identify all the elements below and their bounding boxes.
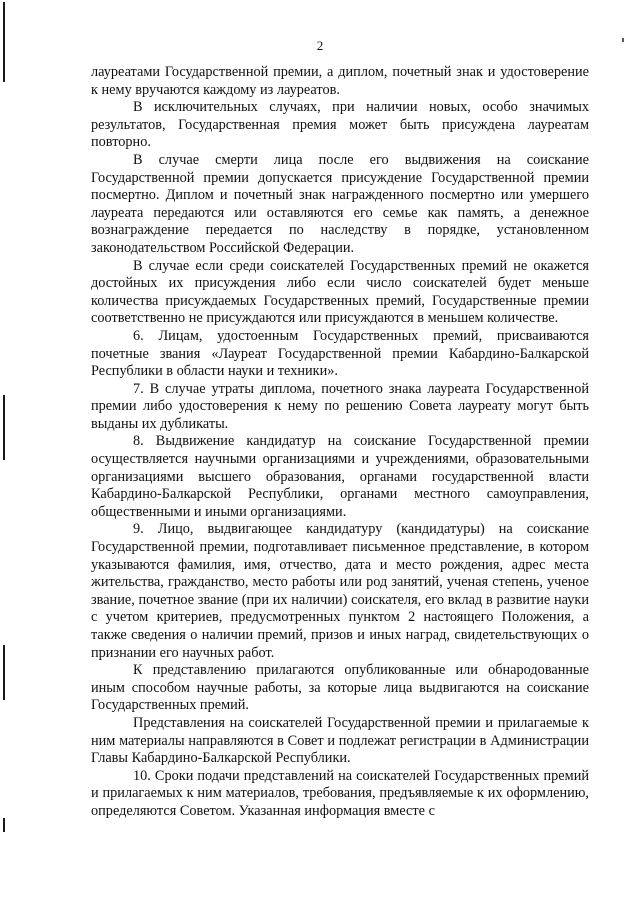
paragraph-item-8: 8. Выдвижение кандидатур на соискание Государственной премии осуществляется научными организациями и учреждениями, образовательными организациями высшего образования, органами государственной власти Кабардино-Балкарской Республики, органами местного самоуправления, общественными и иными организациями. <box>91 433 589 520</box>
scan-edge-mark <box>3 2 5 82</box>
scan-edge-mark <box>3 395 5 460</box>
paragraph-posthumous-award: В случае смерти лица после его выдвижения на соискание Государственной премии допускается присуждение Государственной премии посмертно. Диплом и почетный знак награжденного посмертно или умершего лауреата передаются или оставляются его семье как память, а денежное вознаграждение передается по наследству в порядке, установленном законодательством Российской Федерации. <box>91 151 589 256</box>
document-body <box>91 64 589 821</box>
scan-edge-mark <box>3 818 5 832</box>
paragraph-no-worthy-candidates: В случае если среди соискателей Государственных премий не окажется достойных их присуждения либо если число соискателей будет меньше количества присуждаемых Государственных премий, Государственные премии соответственно не присуждаются или присуждаются в меньшем количестве. <box>91 257 589 327</box>
scan-speck <box>622 38 624 42</box>
paragraph-item-10: 10. Сроки подачи представлений на соискателей Государственных премий и прилагаемых к ним материалов, требования, предъявляемые к их оформлению, определяются Советом. Указанная информация вместе с <box>91 767 589 819</box>
paragraph-attachments: К представлению прилагаются опубликованные или обнародованные иным способом научные работы, за которые лица выдвигаются на соискание Государственных премий. <box>91 662 589 714</box>
paragraph-item-7: 7. В случае утраты диплома, почетного знака лауреата Государственной премии либо удостоверения к нему по решению Совета лауреату могут быть выданы их дубликаты. <box>91 380 589 432</box>
paragraph-item-9: 9. Лицо, выдвигающее кандидатуру (кандидатуры) на соискание Государственной премии, подготавливает письменное представление, в котором указываются фамилия, имя, отчество, дата и место рождения, адрес места жительства, гражданство, место работы или род занятий, ученая степень, ученое звание, почетное звание (при их наличии) соискателя, его вклад в развитие науки с учетом критериев, предусмотренных пунктом 2 настоящего Положения, а также сведения о наличии премий, призов и иных наград, свидетельствующих о признании его научных работ. <box>91 521 589 661</box>
page-number: 2 <box>316 38 324 53</box>
paragraph-continuation: лауреатами Государственной премии, а диплом, почетный знак и удостоверение к нему вручаются каждому из лауреатов. <box>91 64 589 98</box>
paragraph-item-6: 6. Лицам, удостоенным Государственных премий, присваиваются почетные звания «Лауреат Государственной премии Кабардино-Балкарской Республики в области науки и техники». <box>91 327 589 380</box>
paragraph-repeat-award: В исключительных случаях, при наличии новых, особо значимых результатов, Государственная премия может быть присуждена лауреатам повторно. <box>91 99 589 151</box>
scan-edge-mark <box>3 645 5 700</box>
paragraph-submission: Представления на соискателей Государственной премии и прилагаемые к ним материалы направляются в Совет и подлежат регистрации в Администрации Главы Кабардино-Балкарской Республики. <box>91 714 589 767</box>
